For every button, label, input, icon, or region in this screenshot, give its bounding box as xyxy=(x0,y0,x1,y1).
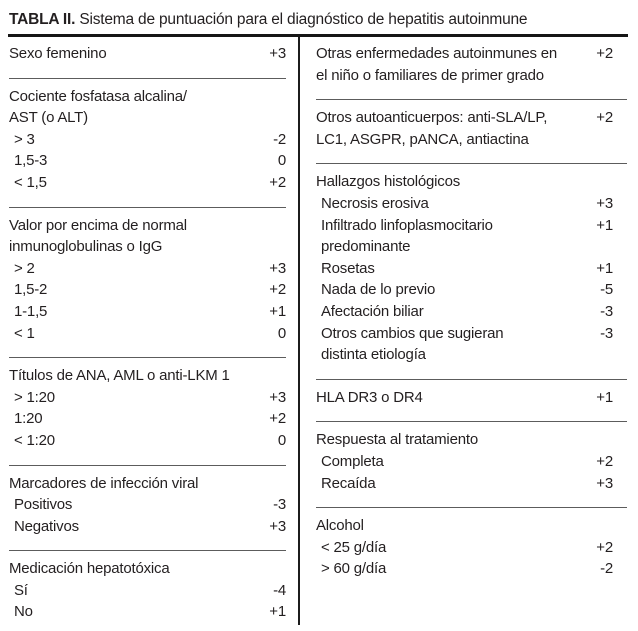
criterion-row xyxy=(316,473,627,495)
criterion-label: Recaída xyxy=(321,474,376,492)
criterion-label: > 3 xyxy=(14,130,35,148)
score-value: 0 xyxy=(277,324,286,342)
score-section xyxy=(316,379,627,409)
score-section xyxy=(9,465,286,538)
criterion-row xyxy=(9,558,286,580)
criterion-row xyxy=(9,258,286,280)
criterion-label: Valor por encima de normal xyxy=(9,216,187,234)
criterion-row xyxy=(316,65,627,87)
criterion-label: AST (o ALT) xyxy=(9,109,88,127)
criterion-row xyxy=(316,301,627,323)
score-value: -2 xyxy=(600,560,613,578)
criterion-row xyxy=(316,279,627,301)
score-value: +1 xyxy=(596,388,613,406)
criterion-row xyxy=(9,279,286,301)
criterion-row xyxy=(9,236,286,258)
criterion-row xyxy=(9,473,286,495)
criterion-label: distinta etiología xyxy=(321,346,426,364)
criterion-row xyxy=(316,537,627,559)
score-value: +3 xyxy=(269,517,286,535)
score-value: -2 xyxy=(273,130,286,148)
score-value: -3 xyxy=(273,496,286,514)
criterion-label: el niño o familiares de primer grado xyxy=(316,66,544,84)
score-value: +1 xyxy=(269,603,286,621)
criterion-label: Nada de lo previo xyxy=(321,281,436,299)
left-column xyxy=(9,37,286,625)
criterion-row xyxy=(316,129,627,151)
criterion-label: Otras enfermedades autoinmunes en xyxy=(316,45,558,62)
score-section xyxy=(9,357,286,451)
score-section xyxy=(316,99,627,150)
criterion-row xyxy=(9,129,286,151)
criterion-label: Otros cambios que sugieran xyxy=(321,324,504,342)
criterion-label: Necrosis erosiva xyxy=(321,194,429,212)
criterion-label: > 60 g/día xyxy=(321,560,387,578)
criterion-row xyxy=(9,494,286,516)
criterion-row xyxy=(9,215,286,237)
score-value: +3 xyxy=(269,388,286,406)
criterion-row xyxy=(9,323,286,345)
score-value: 0 xyxy=(277,431,286,449)
criterion-label: predominante xyxy=(321,238,411,256)
criterion-row xyxy=(316,107,627,129)
criterion-row xyxy=(316,215,627,237)
score-value: -4 xyxy=(273,581,286,599)
criterion-row xyxy=(9,43,286,65)
criterion-label: Positivos xyxy=(14,496,73,514)
criterion-label: < 1 xyxy=(14,324,35,342)
score-section xyxy=(316,421,627,494)
score-section xyxy=(316,37,627,86)
criterion-label: > 2 xyxy=(14,259,35,277)
table-title xyxy=(9,10,628,30)
score-value: +2 xyxy=(269,281,286,299)
criterion-label: 1,5-2 xyxy=(14,281,48,299)
criterion-label: HLA DR3 o DR4 xyxy=(316,388,423,406)
criterion-label: Sí xyxy=(14,581,28,599)
criterion-row xyxy=(316,193,627,215)
criterion-label: No xyxy=(14,603,33,621)
score-value: +1 xyxy=(269,302,286,320)
criterion-row xyxy=(316,451,627,473)
score-value: +1 xyxy=(596,216,613,234)
criterion-label: Marcadores de infección viral xyxy=(9,474,199,492)
criterion-row xyxy=(9,516,286,538)
criterion-label: LC1, ASGPR, pANCA, antiactina xyxy=(316,130,529,148)
criterion-row xyxy=(9,387,286,409)
criterion-row xyxy=(316,171,627,193)
score-section xyxy=(316,507,627,580)
score-value: +3 xyxy=(269,259,286,277)
criterion-row xyxy=(9,430,286,452)
score-value: +2 xyxy=(269,173,286,191)
criterion-label: Títulos de ANA, AML o anti-LKM 1 xyxy=(9,367,230,385)
criterion-label: Afectación biliar xyxy=(321,302,424,320)
criterion-label: > 1:20 xyxy=(14,388,55,406)
criterion-row xyxy=(316,387,627,409)
criterion-row xyxy=(316,344,627,366)
criterion-label: Sexo femenino xyxy=(9,45,107,62)
score-value: +2 xyxy=(596,452,613,470)
criterion-label: 1-1,5 xyxy=(14,302,48,320)
table-number: TABLA II. xyxy=(9,11,76,28)
score-value: +2 xyxy=(269,410,286,428)
column-spacer xyxy=(286,37,298,625)
score-section xyxy=(9,207,286,345)
criterion-label: Otros autoanticuerpos: anti-SLA/LP, xyxy=(316,109,548,127)
score-value: 0 xyxy=(277,152,286,170)
score-section xyxy=(9,37,286,65)
criterion-row xyxy=(316,429,627,451)
criterion-label: Medicación hepatotóxica xyxy=(9,560,170,578)
score-value: +3 xyxy=(269,45,286,62)
score-value: +2 xyxy=(596,45,613,62)
right-column xyxy=(300,37,627,625)
criterion-row xyxy=(9,301,286,323)
criterion-row xyxy=(316,43,627,65)
score-value: +2 xyxy=(596,109,613,127)
score-value: +3 xyxy=(596,194,613,212)
criterion-row xyxy=(9,601,286,623)
criterion-label: < 1:20 xyxy=(14,431,55,449)
table-caption: Sistema de puntuación para el diagnóstico de hepatitis autoinmune xyxy=(79,11,528,28)
criterion-label: Hallazgos histológicos xyxy=(316,173,461,191)
score-value: +3 xyxy=(596,474,613,492)
criterion-label: Negativos xyxy=(14,517,79,535)
table-columns xyxy=(9,37,627,625)
criterion-row xyxy=(9,86,286,108)
score-value: -5 xyxy=(600,281,613,299)
criterion-label: Rosetas xyxy=(321,259,375,277)
criterion-label: < 25 g/día xyxy=(321,538,387,556)
score-value: -3 xyxy=(600,302,613,320)
score-value: -3 xyxy=(600,324,613,342)
criterion-row xyxy=(9,150,286,172)
criterion-label: Completa xyxy=(321,452,384,470)
criterion-label: 1,5-3 xyxy=(14,152,48,170)
criterion-row xyxy=(9,107,286,129)
score-value: +1 xyxy=(596,259,613,277)
criterion-label: < 1,5 xyxy=(14,173,47,191)
score-value: +2 xyxy=(596,538,613,556)
criterion-row xyxy=(9,408,286,430)
criterion-row xyxy=(316,258,627,280)
score-section xyxy=(9,78,286,194)
criterion-label: inmunoglobulinas o IgG xyxy=(9,238,163,256)
criterion-label: Respuesta al tratamiento xyxy=(316,431,478,449)
criterion-row xyxy=(9,580,286,602)
criterion-row xyxy=(316,236,627,258)
criterion-row xyxy=(9,365,286,387)
criterion-label: Infiltrado linfoplasmocitario xyxy=(321,216,493,234)
criterion-row xyxy=(316,323,627,345)
criterion-row xyxy=(9,172,286,194)
criterion-row xyxy=(316,515,627,537)
criterion-row xyxy=(316,558,627,580)
score-section xyxy=(316,163,627,365)
criterion-label: Alcohol xyxy=(316,517,364,535)
criterion-label: Cociente fosfatasa alcalina/ xyxy=(9,87,187,105)
score-section xyxy=(9,550,286,623)
criterion-label: 1:20 xyxy=(14,410,43,428)
